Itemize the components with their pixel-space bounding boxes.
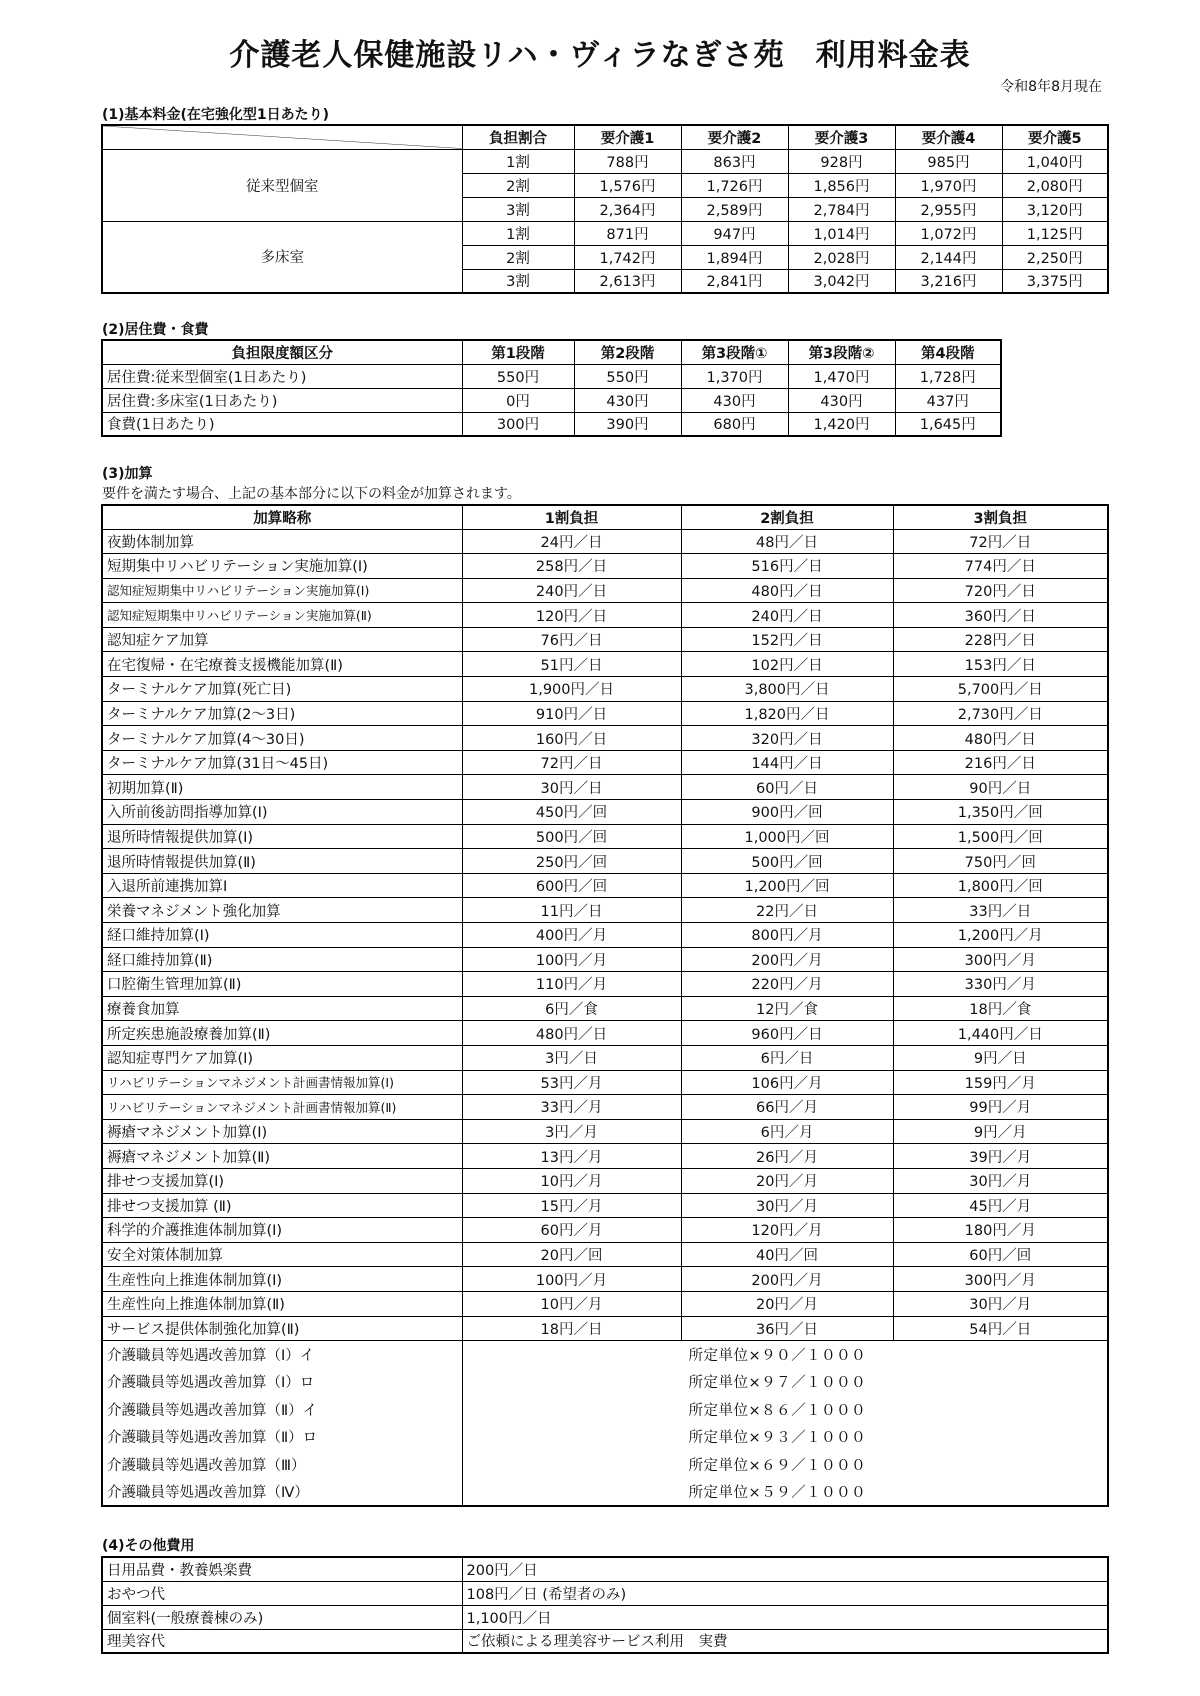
section-living-heading: (2)居住費・食費 <box>102 322 209 338</box>
addon-row <box>102 947 1108 972</box>
addon-fee-cell: 106円／月 <box>681 1070 893 1095</box>
fee-cell: 863円 <box>681 149 788 173</box>
addon-fee-cell: 54円／日 <box>893 1316 1108 1341</box>
addon-row <box>102 996 1108 1021</box>
addon-fee-cell: 480円／日 <box>893 726 1108 751</box>
fee-cell: 2,364円 <box>574 197 681 221</box>
burden-ratio-cell: 3割 <box>462 269 574 293</box>
addon-row <box>102 824 1108 849</box>
addon-name-cell: 褥瘡マネジメント加算(Ⅰ) <box>102 1119 462 1144</box>
living-cost-row <box>102 388 1001 412</box>
cost-value-cell: 437円 <box>895 388 1001 412</box>
page-title: 介護老人保健施設リハ・ヴィラなぎさ苑 利用料金表 <box>229 38 971 73</box>
header-burden-1: 1割負担 <box>462 505 681 529</box>
addon-name-cell: 口腔衛生管理加算(Ⅱ) <box>102 972 462 997</box>
addon-fee-cell: 72円／日 <box>462 750 681 775</box>
addon-row <box>102 603 1108 628</box>
addon-fee-cell: 10円／月 <box>462 1291 681 1316</box>
addon-fee-cell: 39円／月 <box>893 1144 1108 1169</box>
addon-name-cell: 所定疾患施設療養加算(Ⅱ) <box>102 1021 462 1046</box>
addon-fee-cell: 1,900円／日 <box>462 677 681 702</box>
addon-fee-cell: 3,800円／日 <box>681 677 893 702</box>
section-addons-heading: (3)加算 <box>102 466 153 482</box>
addon-fee-cell: 72円／日 <box>893 529 1108 554</box>
addon-fee-cell: 20円／月 <box>681 1168 893 1193</box>
header-care-level-2: 要介護2 <box>681 125 788 149</box>
fee-cell: 1,970円 <box>895 173 1002 197</box>
header-stage-1: 第1段階 <box>462 340 574 364</box>
fee-cell: 1,014円 <box>788 221 895 245</box>
addon-row <box>102 849 1108 874</box>
addon-fee-cell: 960円／日 <box>681 1021 893 1046</box>
addon-name-cell: ターミナルケア加算(31日～45日) <box>102 750 462 775</box>
addon-fee-cell: 2,730円／日 <box>893 701 1108 726</box>
addon-row <box>102 1070 1108 1095</box>
header-burden-ratio: 負担割合 <box>462 125 574 149</box>
burden-ratio-cell: 2割 <box>462 173 574 197</box>
addon-name-cell: 認知症短期集中リハビリテーション実施加算(Ⅰ) <box>102 578 462 603</box>
addon-fee-cell: 228円／日 <box>893 627 1108 652</box>
addon-fee-cell: 258円／日 <box>462 554 681 579</box>
addon-name-cell: ターミナルケア加算(2～3日) <box>102 701 462 726</box>
addon-name-cell: 夜勤体制加算 <box>102 529 462 554</box>
addon-fee-cell: 20円／月 <box>681 1291 893 1316</box>
cost-value-cell: 680円 <box>681 412 788 436</box>
addon-name-cell: ターミナルケア加算(死亡日) <box>102 677 462 702</box>
header-stage-3-2: 第3段階② <box>788 340 895 364</box>
addon-fee-cell: 720円／日 <box>893 578 1108 603</box>
fee-cell: 3,375円 <box>1002 269 1108 293</box>
addon-fee-cell: 15円／月 <box>462 1193 681 1218</box>
cost-value-cell: 430円 <box>788 388 895 412</box>
addon-name-cell: 介護職員等処遇改善加算（Ⅲ） <box>102 1451 462 1479</box>
addon-formula-cell: 所定単位×６９／１０００ <box>462 1451 1108 1479</box>
addon-name-cell: 栄養マネジメント強化加算 <box>102 898 462 923</box>
addon-fee-cell: 60円／日 <box>681 775 893 800</box>
addon-name-cell: 初期加算(Ⅱ) <box>102 775 462 800</box>
addon-fee-cell: 360円／日 <box>893 603 1108 628</box>
addon-fee-cell: 250円／回 <box>462 849 681 874</box>
addon-name-cell: 生産性向上推進体制加算(Ⅰ) <box>102 1267 462 1292</box>
addon-fee-cell: 900円／回 <box>681 800 893 825</box>
burden-ratio-cell: 1割 <box>462 149 574 173</box>
addon-row <box>102 652 1108 677</box>
cost-category-cell: 居住費:多床室(1日あたり) <box>102 388 462 412</box>
addon-fee-cell: 600円／回 <box>462 873 681 898</box>
addon-fee-cell: 910円／日 <box>462 701 681 726</box>
fee-cell: 1,856円 <box>788 173 895 197</box>
cost-value-cell: 1,470円 <box>788 364 895 388</box>
addon-name-cell: 褥瘡マネジメント加算(Ⅱ) <box>102 1144 462 1169</box>
addon-fee-cell: 1,000円／回 <box>681 824 893 849</box>
addon-fee-cell: 3円／月 <box>462 1119 681 1144</box>
addon-row <box>102 554 1108 579</box>
fee-cell: 2,144円 <box>895 245 1002 269</box>
as-of-date: 令和8年8月現在 <box>1000 79 1102 95</box>
header-stage-3-1: 第3段階① <box>681 340 788 364</box>
addon-fee-cell: 5,700円／日 <box>893 677 1108 702</box>
other-fee-row <box>102 1629 1108 1653</box>
addon-fee-cell: 1,200円／月 <box>893 923 1108 948</box>
fee-cell: 2,955円 <box>895 197 1002 221</box>
room-type-cell: 多床室 <box>102 221 462 293</box>
fee-cell: 985円 <box>895 149 1002 173</box>
addon-name-cell: 介護職員等処遇改善加算（Ⅱ）イ <box>102 1396 462 1424</box>
addon-fee-cell: 800円／月 <box>681 923 893 948</box>
fee-cell: 1,726円 <box>681 173 788 197</box>
addon-name-cell: 介護職員等処遇改善加算（Ⅱ）ロ <box>102 1423 462 1451</box>
addon-name-cell: 短期集中リハビリテーション実施加算(Ⅰ) <box>102 554 462 579</box>
addon-fee-cell: 66円／月 <box>681 1095 893 1120</box>
addon-row <box>102 1267 1108 1292</box>
diagonal-header-cell <box>102 125 462 149</box>
addon-row <box>102 923 1108 948</box>
addon-name-cell: 退所時情報提供加算(Ⅱ) <box>102 849 462 874</box>
addon-fee-cell: 30円／月 <box>681 1193 893 1218</box>
addon-fee-cell: 450円／回 <box>462 800 681 825</box>
fee-cell: 1,125円 <box>1002 221 1108 245</box>
addon-fee-cell: 1,820円／日 <box>681 701 893 726</box>
addon-fee-cell: 102円／日 <box>681 652 893 677</box>
addon-fee-cell: 240円／日 <box>681 603 893 628</box>
addon-name-cell: 介護職員等処遇改善加算（Ⅰ）イ <box>102 1341 462 1369</box>
addon-fee-cell: 300円／月 <box>893 947 1108 972</box>
addon-name-cell: 介護職員等処遇改善加算（Ⅳ） <box>102 1478 462 1506</box>
section-other-heading: (4)その他費用 <box>102 1538 195 1554</box>
cost-value-cell: 550円 <box>462 364 574 388</box>
basic-fee-row <box>102 221 1108 245</box>
addon-fee-cell: 33円／月 <box>462 1095 681 1120</box>
cost-category-cell: 食費(1日あたり) <box>102 412 462 436</box>
fee-cell: 3,216円 <box>895 269 1002 293</box>
addon-fee-cell: 152円／日 <box>681 627 893 652</box>
addon-row <box>102 775 1108 800</box>
other-fee-row <box>102 1605 1108 1629</box>
addon-formula-cell: 所定単位×９０／１０００ <box>462 1341 1108 1369</box>
burden-ratio-cell: 2割 <box>462 245 574 269</box>
addon-fee-cell: 30円／日 <box>462 775 681 800</box>
addon-fee-cell: 500円／回 <box>462 824 681 849</box>
addon-fee-cell: 1,500円／回 <box>893 824 1108 849</box>
addon-name-cell: リハビリテーションマネジメント計画書情報加算(Ⅰ) <box>102 1070 462 1095</box>
addon-fee-cell: 24円／日 <box>462 529 681 554</box>
other-fee-row <box>102 1581 1108 1605</box>
cost-value-cell: 430円 <box>681 388 788 412</box>
room-type-cell: 従来型個室 <box>102 149 462 221</box>
cost-value-cell: 300円 <box>462 412 574 436</box>
fee-cell: 928円 <box>788 149 895 173</box>
addon-fee-cell: 330円／月 <box>893 972 1108 997</box>
addon-row <box>102 1021 1108 1046</box>
addon-formula-cell: 所定単位×９３／１０００ <box>462 1423 1108 1451</box>
addon-fee-cell: 216円／日 <box>893 750 1108 775</box>
fee-cell: 871円 <box>574 221 681 245</box>
other-fees-table <box>101 1556 1109 1654</box>
other-fee-name-cell: おやつ代 <box>102 1581 462 1605</box>
addon-formula-row <box>102 1396 1108 1424</box>
header-care-level-3: 要介護3 <box>788 125 895 149</box>
addon-row <box>102 1095 1108 1120</box>
addon-row <box>102 1291 1108 1316</box>
addon-fee-cell: 40円／回 <box>681 1242 893 1267</box>
addon-fee-cell: 3円／日 <box>462 1045 681 1070</box>
header-burden-3: 3割負担 <box>893 505 1108 529</box>
addon-row <box>102 1316 1108 1341</box>
fee-cell: 1,576円 <box>574 173 681 197</box>
other-fee-value-cell: ご依頼による理美容サービス利用 実費 <box>462 1629 1108 1653</box>
addons-note: 要件を満たす場合、上記の基本部分に以下の料金が加算されます。 <box>102 486 521 502</box>
other-fee-name-cell: 日用品費・教養娯楽費 <box>102 1557 462 1581</box>
cost-category-cell: 居住費:従来型個室(1日あたり) <box>102 364 462 388</box>
addon-name-cell: 入退所前連携加算Ⅰ <box>102 873 462 898</box>
addon-fee-cell: 45円／月 <box>893 1193 1108 1218</box>
other-fee-name-cell: 理美容代 <box>102 1629 462 1653</box>
addon-fee-cell: 110円／月 <box>462 972 681 997</box>
other-fee-row <box>102 1557 1108 1581</box>
addon-fee-cell: 18円／日 <box>462 1316 681 1341</box>
fee-cell: 2,589円 <box>681 197 788 221</box>
addon-name-cell: 安全対策体制加算 <box>102 1242 462 1267</box>
addon-name-cell: 入所前後訪問指導加算(Ⅰ) <box>102 800 462 825</box>
fee-cell: 1,072円 <box>895 221 1002 245</box>
addon-fee-cell: 76円／日 <box>462 627 681 652</box>
addon-formula-row <box>102 1368 1108 1396</box>
addon-formula-cell: 所定単位×９７／１０００ <box>462 1368 1108 1396</box>
other-fee-name-cell: 個室料(一般療養棟のみ) <box>102 1605 462 1629</box>
addon-fee-cell: 18円／食 <box>893 996 1108 1021</box>
diagonal-line <box>103 126 462 149</box>
addon-row <box>102 701 1108 726</box>
addon-fee-cell: 750円／回 <box>893 849 1108 874</box>
header-care-level-4: 要介護4 <box>895 125 1002 149</box>
addon-formula-row <box>102 1423 1108 1451</box>
addon-formula-cell: 所定単位×５９／１０００ <box>462 1478 1108 1506</box>
addon-fee-cell: 160円／日 <box>462 726 681 751</box>
addon-name-cell: 療養食加算 <box>102 996 462 1021</box>
fee-cell: 947円 <box>681 221 788 245</box>
addon-fee-cell: 20円／回 <box>462 1242 681 1267</box>
addon-fee-cell: 220円／月 <box>681 972 893 997</box>
addon-fee-cell: 22円／日 <box>681 898 893 923</box>
addon-name-cell: 退所時情報提供加算(Ⅰ) <box>102 824 462 849</box>
addon-row <box>102 529 1108 554</box>
section-basic-heading: (1)基本料金(在宅強化型1日あたり) <box>102 107 330 123</box>
addon-fee-cell: 120円／日 <box>462 603 681 628</box>
addon-name-cell: 経口維持加算(Ⅰ) <box>102 923 462 948</box>
header-care-level-5: 要介護5 <box>1002 125 1108 149</box>
addon-fee-cell: 480円／日 <box>462 1021 681 1046</box>
addon-row <box>102 1193 1108 1218</box>
addon-fee-cell: 120円／月 <box>681 1218 893 1243</box>
addon-row <box>102 1045 1108 1070</box>
addon-row <box>102 1144 1108 1169</box>
addon-row <box>102 800 1108 825</box>
addon-fee-cell: 36円／日 <box>681 1316 893 1341</box>
addon-row <box>102 1119 1108 1144</box>
addon-row <box>102 726 1108 751</box>
burden-ratio-cell: 1割 <box>462 221 574 245</box>
addon-formula-cell: 所定単位×８６／１０００ <box>462 1396 1108 1424</box>
addon-row <box>102 578 1108 603</box>
addon-fee-cell: 11円／日 <box>462 898 681 923</box>
living-cost-table <box>101 339 1002 437</box>
addon-fee-cell: 30円／月 <box>893 1291 1108 1316</box>
addon-fee-cell: 12円／食 <box>681 996 893 1021</box>
addon-row <box>102 898 1108 923</box>
fee-cell: 788円 <box>574 149 681 173</box>
addon-name-cell: 生産性向上推進体制加算(Ⅱ) <box>102 1291 462 1316</box>
cost-value-cell: 0円 <box>462 388 574 412</box>
addon-fee-cell: 200円／月 <box>681 1267 893 1292</box>
addon-fee-cell: 9円／月 <box>893 1119 1108 1144</box>
addon-row <box>102 627 1108 652</box>
addon-row <box>102 972 1108 997</box>
addon-fee-cell: 90円／日 <box>893 775 1108 800</box>
addon-fee-cell: 1,200円／回 <box>681 873 893 898</box>
addon-name-cell: 経口維持加算(Ⅱ) <box>102 947 462 972</box>
addon-fee-cell: 48円／日 <box>681 529 893 554</box>
addon-fee-cell: 500円／回 <box>681 849 893 874</box>
addon-fee-cell: 300円／月 <box>893 1267 1108 1292</box>
addon-fee-cell: 51円／日 <box>462 652 681 677</box>
addon-fee-cell: 6円／食 <box>462 996 681 1021</box>
header-limit-category: 負担限度額区分 <box>102 340 462 364</box>
addon-fee-cell: 1,350円／回 <box>893 800 1108 825</box>
addon-name-cell: 介護職員等処遇改善加算（Ⅰ）ロ <box>102 1368 462 1396</box>
addon-fee-cell: 159円／月 <box>893 1070 1108 1095</box>
addon-row <box>102 873 1108 898</box>
burden-ratio-cell: 3割 <box>462 197 574 221</box>
addon-fee-cell: 144円／日 <box>681 750 893 775</box>
addon-name-cell: 認知症短期集中リハビリテーション実施加算(Ⅱ) <box>102 603 462 628</box>
addon-fee-cell: 6円／月 <box>681 1119 893 1144</box>
addon-fee-cell: 180円／月 <box>893 1218 1108 1243</box>
fee-cell: 1,040円 <box>1002 149 1108 173</box>
fee-cell: 3,120円 <box>1002 197 1108 221</box>
addon-row <box>102 1242 1108 1267</box>
addon-fee-cell: 1,440円／日 <box>893 1021 1108 1046</box>
addon-fee-cell: 99円／月 <box>893 1095 1108 1120</box>
header-stage-2: 第2段階 <box>574 340 681 364</box>
cost-value-cell: 550円 <box>574 364 681 388</box>
addon-fee-cell: 6円／日 <box>681 1045 893 1070</box>
cost-value-cell: 1,645円 <box>895 412 1001 436</box>
addon-name-cell: ターミナルケア加算(4～30日) <box>102 726 462 751</box>
addon-fee-cell: 13円／月 <box>462 1144 681 1169</box>
header-addon-name: 加算略称 <box>102 505 462 529</box>
addon-row <box>102 1218 1108 1243</box>
addon-fee-cell: 33円／日 <box>893 898 1108 923</box>
header-burden-2: 2割負担 <box>681 505 893 529</box>
addon-fee-cell: 516円／日 <box>681 554 893 579</box>
addon-fee-cell: 60円／回 <box>893 1242 1108 1267</box>
addon-name-cell: 認知症ケア加算 <box>102 627 462 652</box>
addon-name-cell: リハビリテーションマネジメント計画書情報加算(Ⅱ) <box>102 1095 462 1120</box>
basic-fee-row <box>102 149 1108 173</box>
living-cost-row <box>102 412 1001 436</box>
addon-name-cell: 排せつ支援加算(Ⅰ) <box>102 1168 462 1193</box>
addon-fee-cell: 9円／日 <box>893 1045 1108 1070</box>
addon-fee-cell: 60円／月 <box>462 1218 681 1243</box>
addon-formula-row <box>102 1478 1108 1506</box>
cost-value-cell: 430円 <box>574 388 681 412</box>
cost-value-cell: 1,370円 <box>681 364 788 388</box>
cost-value-cell: 390円 <box>574 412 681 436</box>
addon-fee-cell: 320円／日 <box>681 726 893 751</box>
addon-fee-cell: 100円／月 <box>462 947 681 972</box>
addon-name-cell: 排せつ支援加算 (Ⅱ) <box>102 1193 462 1218</box>
fee-cell: 2,613円 <box>574 269 681 293</box>
fee-cell: 2,841円 <box>681 269 788 293</box>
addon-fee-cell: 400円／月 <box>462 923 681 948</box>
header-care-level-1: 要介護1 <box>574 125 681 149</box>
living-cost-row <box>102 364 1001 388</box>
addon-fee-cell: 200円／月 <box>681 947 893 972</box>
fee-cell: 2,250円 <box>1002 245 1108 269</box>
other-fee-value-cell: 200円／日 <box>462 1557 1108 1581</box>
addon-fee-cell: 153円／日 <box>893 652 1108 677</box>
cost-value-cell: 1,420円 <box>788 412 895 436</box>
basic-fee-table <box>101 124 1109 294</box>
fee-cell: 1,894円 <box>681 245 788 269</box>
addon-name-cell: 科学的介護推進体制加算(Ⅰ) <box>102 1218 462 1243</box>
header-stage-4: 第4段階 <box>895 340 1001 364</box>
other-fee-value-cell: 108円／日 (希望者のみ) <box>462 1581 1108 1605</box>
addon-row <box>102 750 1108 775</box>
fee-cell: 1,742円 <box>574 245 681 269</box>
other-fee-value-cell: 1,100円／日 <box>462 1605 1108 1629</box>
addon-formula-row <box>102 1451 1108 1479</box>
addon-formula-row <box>102 1341 1108 1369</box>
addon-row <box>102 677 1108 702</box>
addon-fee-cell: 26円／月 <box>681 1144 893 1169</box>
addons-table <box>101 504 1109 1507</box>
addon-row <box>102 1168 1108 1193</box>
addon-fee-cell: 240円／日 <box>462 578 681 603</box>
addon-fee-cell: 30円／月 <box>893 1168 1108 1193</box>
addon-name-cell: サービス提供体制強化加算(Ⅱ) <box>102 1316 462 1341</box>
addon-fee-cell: 100円／月 <box>462 1267 681 1292</box>
fee-cell: 3,042円 <box>788 269 895 293</box>
addon-name-cell: 認知症専門ケア加算(Ⅰ) <box>102 1045 462 1070</box>
fee-cell: 2,080円 <box>1002 173 1108 197</box>
cost-value-cell: 1,728円 <box>895 364 1001 388</box>
fee-cell: 2,784円 <box>788 197 895 221</box>
addon-fee-cell: 10円／月 <box>462 1168 681 1193</box>
addon-name-cell: 在宅復帰・在宅療養支援機能加算(Ⅱ) <box>102 652 462 677</box>
fee-cell: 2,028円 <box>788 245 895 269</box>
addon-fee-cell: 1,800円／回 <box>893 873 1108 898</box>
addon-fee-cell: 53円／月 <box>462 1070 681 1095</box>
addon-fee-cell: 480円／日 <box>681 578 893 603</box>
addon-fee-cell: 774円／日 <box>893 554 1108 579</box>
